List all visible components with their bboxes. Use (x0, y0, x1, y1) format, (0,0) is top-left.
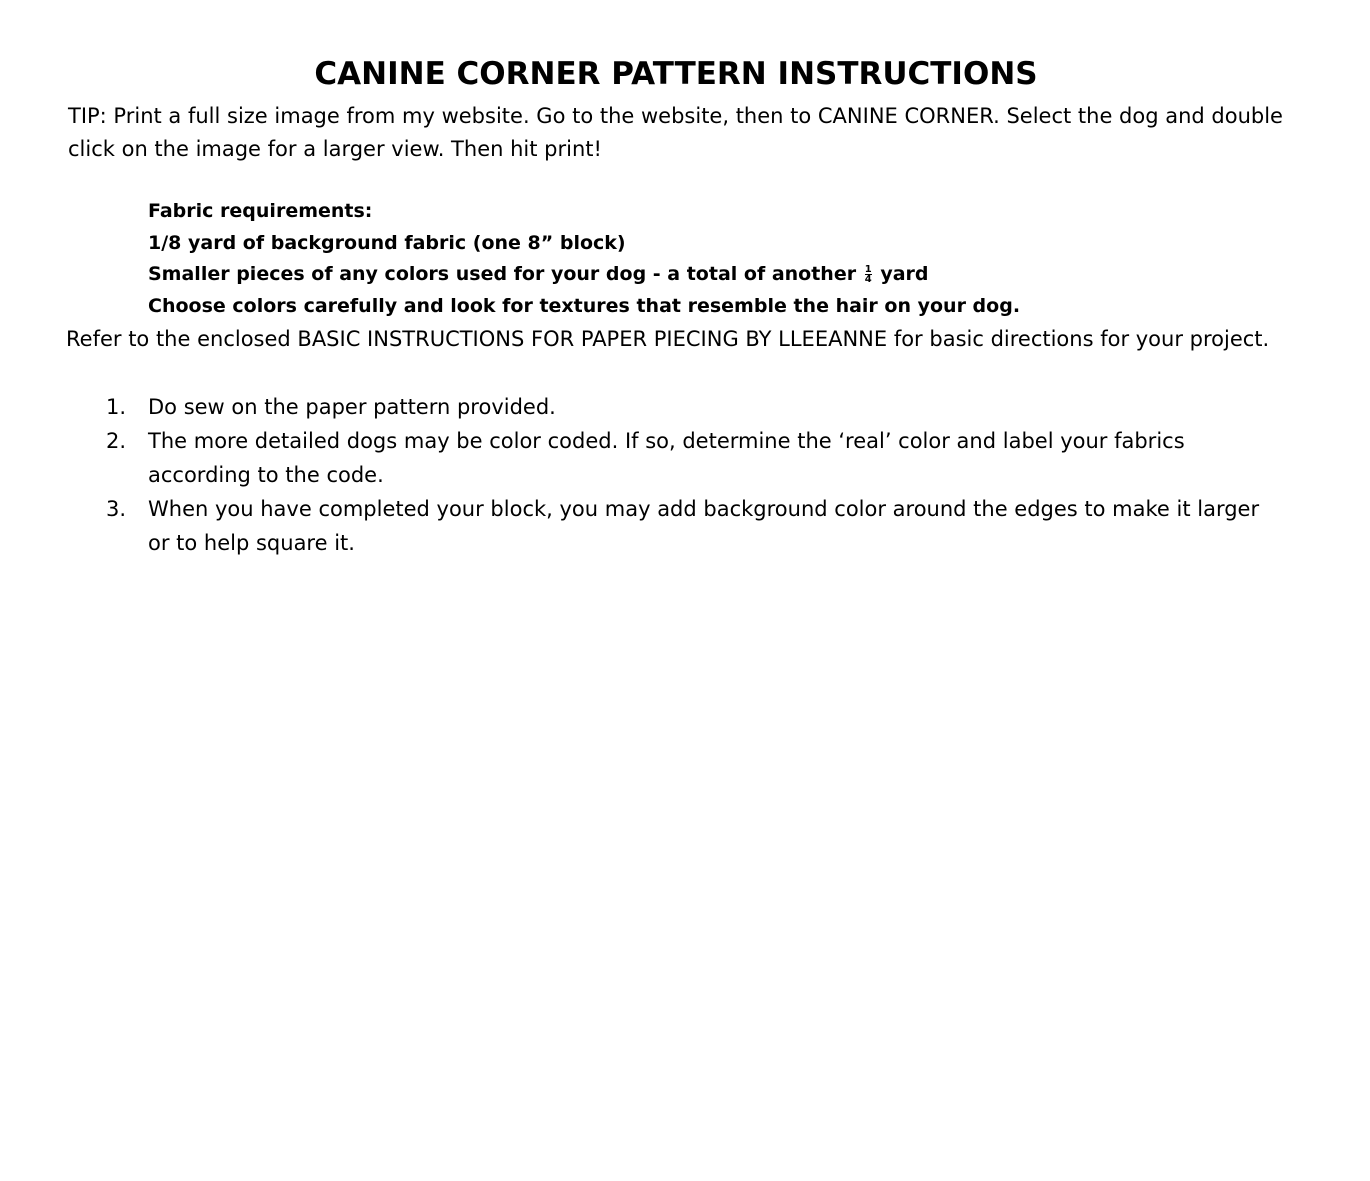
instruction-list (0, 390, 1370, 560)
tip-paragraph: TIP: Print a full size image from my website. Go to the website, then to CANINE CORNER. Select the dog and double click on the image for a larger view. Then hit print! (68, 104, 1283, 161)
fabric-heading: Fabric requirements: (148, 200, 373, 222)
list-item-number: 1. (106, 395, 127, 419)
document-title: CANINE CORNER PATTERN INSTRUCTIONS (314, 56, 1038, 92)
list-item (0, 390, 1278, 424)
fabric-line-smaller-pieces (148, 259, 1248, 291)
fraction-numerator: 1 (864, 264, 872, 275)
fabric-line-choose-colors: Choose colors carefully and look for textures that resemble the hair on your dog. (148, 294, 1021, 317)
fabric-line-smaller-pieces-text: Smaller pieces of any colors used for your dog - a total of another (148, 263, 857, 285)
fabric-line-yard: yard (880, 263, 929, 285)
fabric-line-background: 1/8 yard of background fabric (one 8” block) (148, 231, 626, 254)
list-item-text: Do sew on the paper pattern provided. (148, 395, 556, 419)
list-item-number: 2. (106, 429, 127, 453)
quarter-fraction (865, 265, 872, 284)
list-item (0, 492, 1278, 560)
fabric-requirements (148, 196, 1248, 322)
refer-paragraph: Refer to the enclosed BASIC INSTRUCTIONS FOR PAPER PIECING BY LLEEANNE for basic directions for your project. (66, 327, 1270, 351)
list-item-text: When you have completed your block, you may add background color around the edges to make it larger or to help square it. (148, 497, 1260, 555)
list-item-text: The more detailed dogs may be color coded. If so, determine the ‘real’ color and label your fabrics according to the code. (148, 429, 1185, 487)
list-item-number: 3. (106, 497, 127, 521)
list-item (0, 424, 1278, 492)
fraction-denominator: 4 (864, 274, 872, 285)
